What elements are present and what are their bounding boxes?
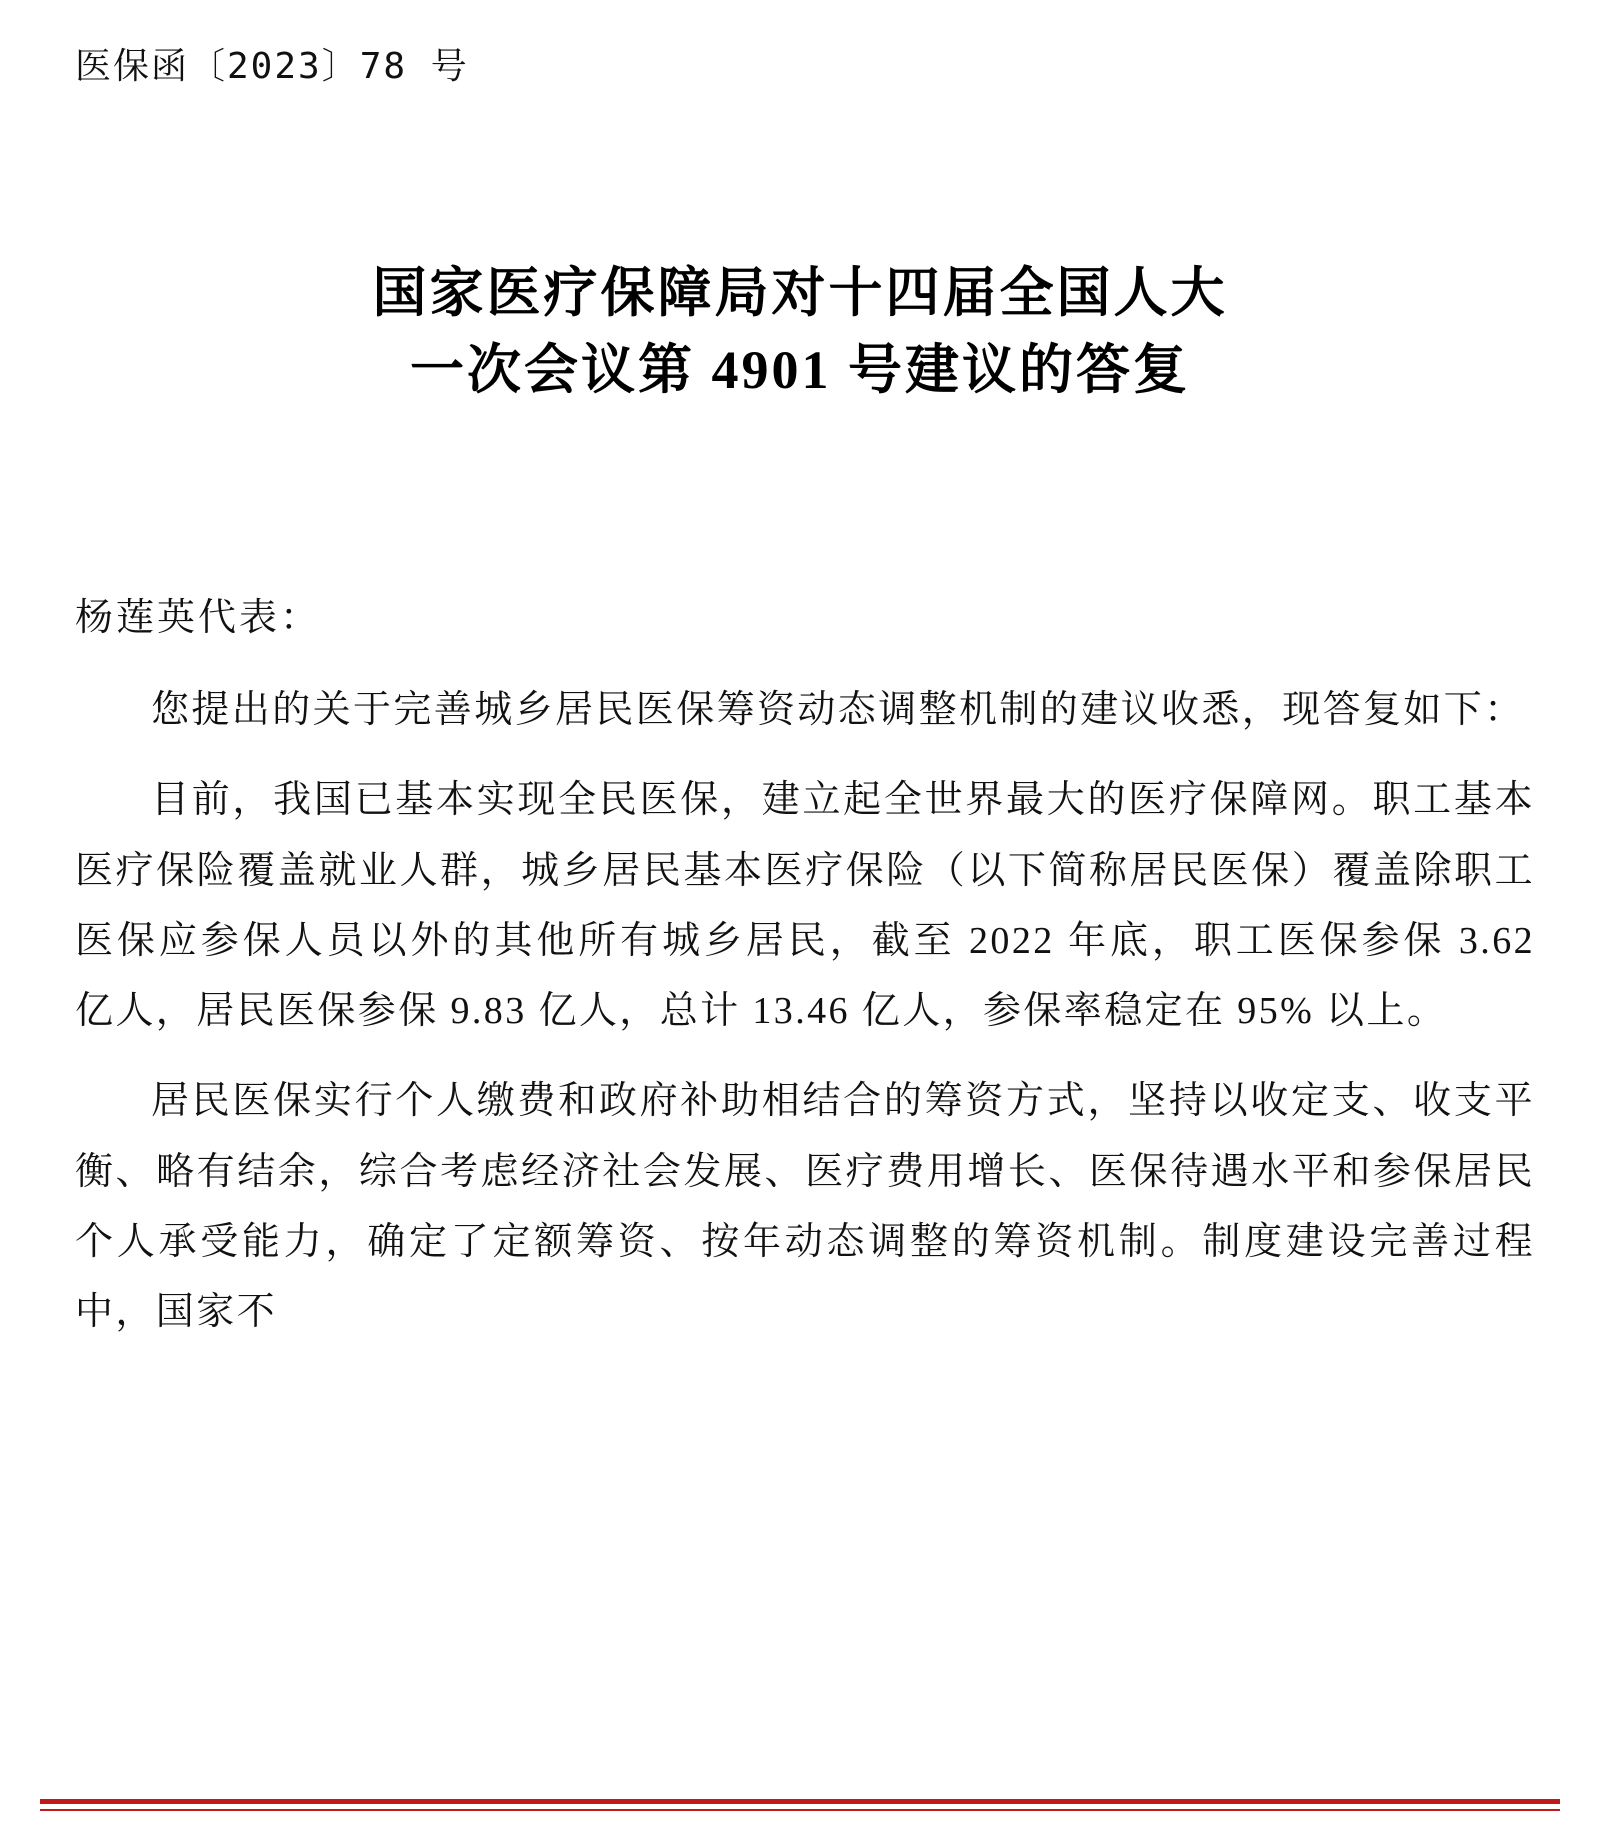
document-title bbox=[0, 255, 1600, 408]
document-number: 医保函〔2023〕78 号 bbox=[75, 46, 469, 87]
footer-rule-thick bbox=[40, 1799, 1560, 1804]
salutation: 杨莲英代表： bbox=[75, 597, 322, 639]
body-paragraph-3: 居民医保实行个人缴费和政府补助相结合的筹资方式，坚持以收定支、收支平衡、略有结余，综合考虑经济社会发展、医疗费用增长、医保待遇水平和参保居民个人承受能力，确定了定额筹资、按年动态调整的筹资机制。制度建设完善过程中，国家不 bbox=[75, 1080, 1535, 1334]
body-paragraph-1: 您提出的关于完善城乡居民医保筹资动态调整机制的建议收悉，现答复如下： bbox=[151, 689, 1525, 731]
title-line-2: 一次会议第 4901 号建议的答复 bbox=[410, 339, 1190, 400]
document-body bbox=[75, 590, 1535, 1368]
body-paragraph-2: 目前，我国已基本实现全民医保，建立起全世界最大的医疗保障网。职工基本医疗保险覆盖就业人群，城乡居民基本医疗保险（以下简称居民医保）覆盖除职工医保应参保人员以外的其他所有城乡居民，截至 2022 年底，职工医保参保 3.62 亿人，居民医保参保 9.83 亿人，总计 13.46 亿人，参保率稳定在 95% 以上。 bbox=[75, 779, 1535, 1033]
footer-divider bbox=[40, 1799, 1560, 1813]
footer-rule-thin bbox=[40, 1809, 1560, 1811]
title-line-1: 国家医疗保障局对十四届全国人大 bbox=[372, 263, 1228, 323]
